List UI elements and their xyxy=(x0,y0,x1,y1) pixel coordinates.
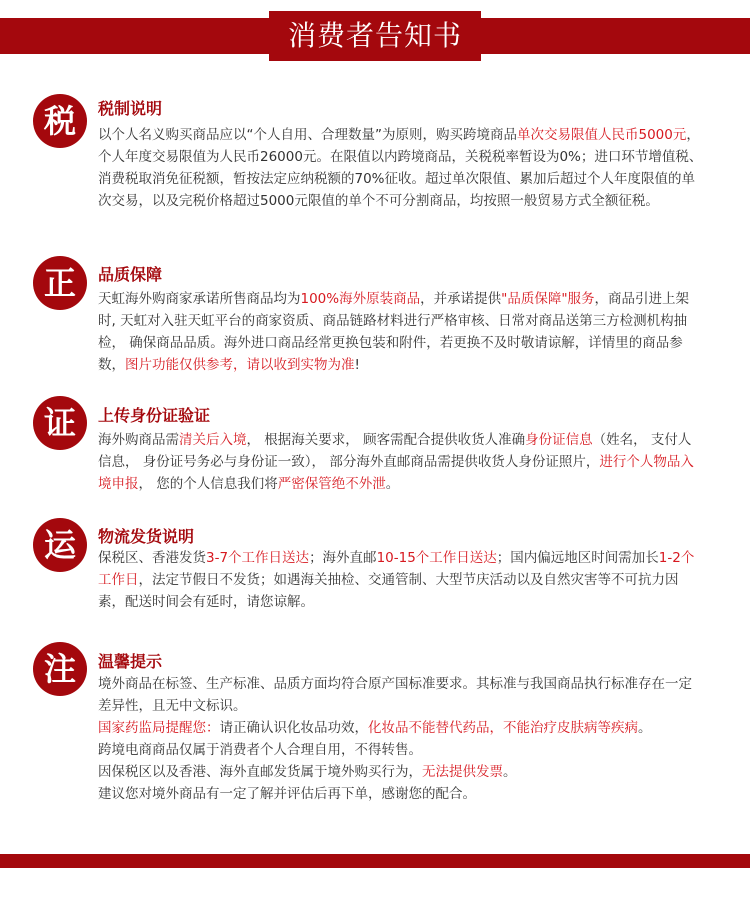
body-text: ，商品引进上架时, 天虹对入驻天虹平台的商家资质、商品链路材料进行严格审核、日常对商品送第三方检测机构抽检， 确保商品品质。海外进口商品经常更换包装和附件，若更换不及时敬请谅解，详情里的商品参数， xyxy=(98,291,690,373)
body-text: 以个人名义购买商品应以“个人自用、合理数量”为原则，购买跨境商品 xyxy=(98,127,517,143)
highlight-text: 单次交易限值人民币5000元 xyxy=(517,127,687,143)
paragraph xyxy=(98,288,704,376)
highlight-text: 图片功能仅供参考，请以收到实物为准 xyxy=(125,357,355,373)
shipping-badge-icon: 运 xyxy=(33,518,87,572)
page-title: 消费者告知书 xyxy=(269,11,481,61)
paragraph xyxy=(98,761,704,783)
paragraph xyxy=(98,547,704,613)
section-body xyxy=(98,547,704,613)
body-text: ；海外直邮 xyxy=(309,550,377,566)
section-heading: 物流发货说明 xyxy=(98,527,195,546)
body-text: 建议您对境外商品有一定了解并评估后再下单，感谢您的配合。 xyxy=(98,786,476,802)
body-text: 天虹海外购商家承诺所售商品均为 xyxy=(98,291,301,307)
section-heading: 温馨提示 xyxy=(98,652,163,671)
highlight-text: "品质保障"服务 xyxy=(501,291,595,307)
highlight-text: 清关后入境 xyxy=(179,432,247,448)
body-text: 境外商品在标签、生产标准、品质方面均符合原产国标准要求。其标准与我国商品执行标准存在一定差异性，且无中文标识。 xyxy=(98,676,692,714)
highlight-text: 化妆品不能替代药品，不能治疗皮肤病等疾病 xyxy=(368,720,638,736)
highlight-text: 国家药监局提醒您： xyxy=(98,720,220,736)
body-text: 。 xyxy=(638,720,652,736)
highlight-text: 进行个人物品入境申报 xyxy=(98,454,694,492)
highlight-text: 100%海外原装商品 xyxy=(300,291,421,307)
body-text: 跨境电商商品仅属于消费者个人合理自用，不得转售。 xyxy=(98,742,422,758)
body-text: 因保税区以及香港、海外直邮发货属于境外购买行为， xyxy=(98,764,422,780)
paragraph xyxy=(98,429,704,495)
highlight-text: 10-15个工作日送达 xyxy=(376,550,497,566)
highlight-text: 严密保管绝不外泄 xyxy=(277,476,386,492)
section-heading: 上传身份证验证 xyxy=(98,406,211,425)
body-text: ， 根据海关要求， 顾客需配合提供收货人准确 xyxy=(246,432,526,448)
body-text: ，并承诺提供 xyxy=(420,291,502,307)
paragraph xyxy=(98,124,704,212)
section-heading: 税制说明 xyxy=(98,99,163,118)
body-text: ；国内偏远地区时间需加长 xyxy=(496,550,659,566)
highlight-text: 无法提供发票 xyxy=(422,764,503,780)
section-body xyxy=(98,288,704,376)
paragraph xyxy=(98,717,704,739)
body-text: 。 xyxy=(385,476,400,492)
notice-badge-icon: 注 xyxy=(33,642,87,696)
tax-badge-icon: 税 xyxy=(33,94,87,148)
highlight-text: 3-7个工作日送达 xyxy=(206,550,310,566)
body-text: ， 您的个人信息我们将 xyxy=(138,476,278,492)
section-body xyxy=(98,124,704,212)
body-text: ，法定节假日不发货；如遇海关抽检、交通管制、大型节庆活动以及自然灾害等不可抗力因素，配送时间会有延时，请您谅解。 xyxy=(98,572,679,610)
highlight-text: 1-2个工作日 xyxy=(98,550,695,588)
section-body xyxy=(98,429,704,495)
body-text: 请正确认识化妆品功效， xyxy=(219,720,368,736)
body-text: 海外购商品需 xyxy=(98,432,179,448)
quality-badge-icon: 正 xyxy=(33,256,87,310)
body-text: ! xyxy=(354,357,360,373)
paragraph xyxy=(98,739,704,761)
body-text: 保税区、香港发货 xyxy=(98,550,206,566)
section-heading: 品质保障 xyxy=(98,265,163,284)
highlight-text: 身份证信息 xyxy=(525,432,593,448)
paragraph xyxy=(98,673,704,717)
body-text: （姓名， 支付人信息， 身份证号务必与身份证一致）， 部分海外直邮商品需提供收货人身份证照片， xyxy=(98,432,692,470)
body-text: 。 xyxy=(503,764,517,780)
body-text: ，个人年度交易限值为人民币26000元。在限值以内跨境商品，关税税率暂设为0%；进口环节增值税、消费税取消免征税额，暂按法定应纳税额的70%征收。超过单次限值、累加后超过个人年度限值的单次交易，以及完税价格超过5000元限值的单个不可分割商品，均按照一般贸易方式全额征税。 xyxy=(98,127,703,209)
footer-band xyxy=(0,854,750,868)
id-badge-icon: 证 xyxy=(33,396,87,450)
section-body xyxy=(98,673,704,805)
paragraph xyxy=(98,783,704,805)
